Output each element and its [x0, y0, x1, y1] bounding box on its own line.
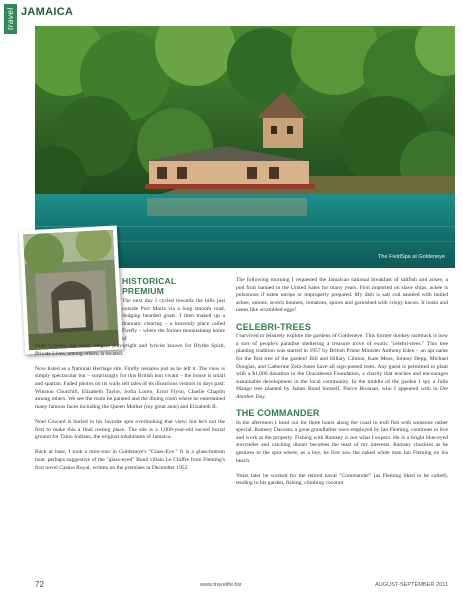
- commander-heading: THE COMMANDER: [236, 408, 320, 419]
- commander-p2: Years later he worked for the retired naval "Commander" (as Fleming liked to be called), tending to his garden, fishing, climbing coconut: [236, 472, 448, 487]
- historical-p3: Noel Coward is buried in his favorite spot overlooking that view; but he's not the first to make this a final resting place. The site is a 1,000-year-old sacred burial ground for Taino Indians, the original inhabitants of Jamaica.: [35, 418, 225, 441]
- celebri-p1: [236, 333, 448, 401]
- footer-site: www.travelife.biz: [200, 582, 242, 588]
- page-number: 72: [35, 580, 44, 589]
- celebri-heading: CELEBRI-TREES: [236, 321, 312, 332]
- right-column: [236, 277, 448, 496]
- historical-heading-line1: HISTORICAL: [122, 276, 177, 286]
- footer-issue: AUGUST-SEPTEMBER 2011: [375, 582, 448, 588]
- historical-heading-line2: PREMIUM: [122, 285, 164, 296]
- historical-heading: [122, 277, 222, 296]
- breakfast-p1: The following morning I requested the Jamaican national breakfast of saltfish and ackee, a pod fruit banned in the United Sates for many years. First imported on slave ships, ackee is poisonous if eaten unripe or improperly prepared. My dish is salt cod sautéed with boiled ackee, onions, scotch bonnets, tomatoes, spices and garnished with crispy bacon. It looks and tastes like scrambled eggs!: [236, 277, 448, 314]
- historical-intro: The next day I cycled towards the hills just outside Port Maria via a long smooth road, dodging bearded goats. I then maked up a dramatic clearing – a heavenly place called Firefly – where the former mountaintop home of: [122, 298, 225, 342]
- inset-stone-grave-image: [23, 230, 119, 351]
- page-footer: [35, 582, 448, 592]
- commander-p1: In the afternoon I head out for three hours along the coast to troll fish with someone rather special. Ramsey Dacosta, a great grandfather once employed by Ian Fleming, continues to live and work at the property. Fishing with Ramsey is not what I expect. He is a bright blue-eyed storyteller and catching dinner becomes the least of my interests. Ramsey chuckles as he gestures to the spot where, as a boy, he first saw the naked white man Ian Fleming on his beach.: [236, 419, 448, 464]
- historical-p2: Now listed as a National Heritage site, Firefly remains just as he left it. The view is simply spectacular but – surprisingly for this British bon vivant – the house is small and spartan. Faded photos on its walls tell tales of its illustrious visitors in days past: Winston Churchill, Elizabeth Taylor, Sofia Loren, Errol Flynn, Charlie Chaplin among others. We see the room he painted and the dining room where he entertained many famous faces including the Queen Mother (my great aunt) and Elizabeth II.: [35, 365, 225, 410]
- celebri-end: .: [264, 393, 267, 400]
- section-name: JAMAICA: [21, 6, 74, 18]
- celebri-text: I survived to leisurely explore the gardens of Goldeneye. This former donkey racetrack is now a sort of people's paradise sheltering a treasure trove of exotic "celebri-trees." This tree planting tradition was started in 1957 by British Prime Minister Anthony Eden – an apt name for the first tree of the garden! Bill and Hillary Clinton, Kate Moss, Johnny Depp, Michael Douglas, and Catherine Zeta-Jones have all sign-posted trees. Any guest is permitted to plant with a $1,000 donation to the Oracabessa Foundation, a charity that teaches and encourages sustainable development in the local community. In the middle of the garden I spy a Julie Mango tree planted by James Bond himself, Pierce Brosnan, who I appeared with in: [236, 333, 448, 393]
- celebri-film-title: Die Another Day: [236, 386, 448, 400]
- section-tab: travel: [4, 4, 17, 34]
- hero-caption: The FieldSpa at Goldeneye: [378, 254, 445, 260]
- historical-p1: Noel Coward, the witty, elegant playwright and lyricist known for Blythe Spirit, Private Lives, among others, is located.: [35, 343, 225, 357]
- left-column: [35, 343, 225, 480]
- historical-p4: Back at base, I took a mini-tour in Goldeneye's "Glass-Eye." It is a glass-bottom boat, perhaps suggestive of the "glass-eyed" Bond villain Le Chiffre from Fleming's first novel Casino Royal, written on the premises in December 1952.: [35, 449, 225, 471]
- inset-photo: [19, 226, 123, 355]
